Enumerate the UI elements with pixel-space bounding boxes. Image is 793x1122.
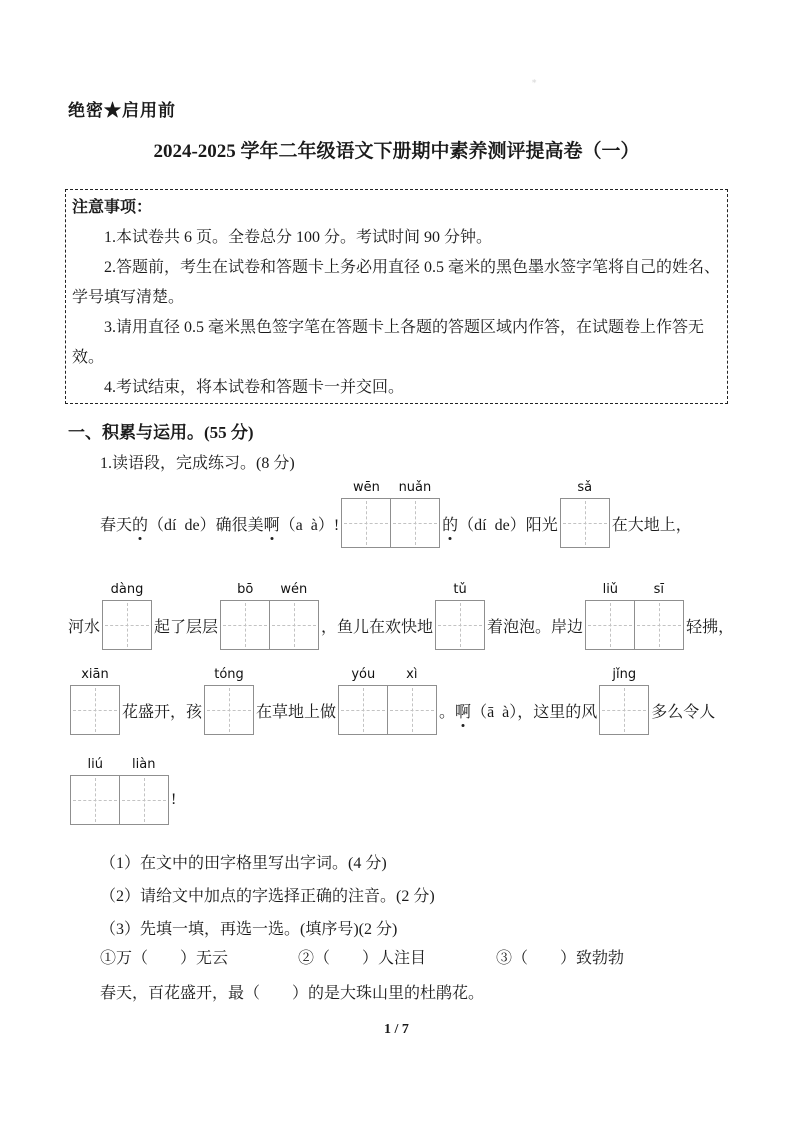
text-segment: 轻拂， (686, 618, 735, 636)
options-row (100, 945, 690, 968)
pinyin-label: jǐng (612, 667, 637, 682)
tianzige-cell[interactable] (103, 601, 151, 649)
tianzige-group (338, 667, 437, 735)
tianzige-group (220, 582, 319, 650)
text-segment: 着泡泡。岸边 (487, 618, 584, 636)
option-item-1: ①万（ ）无云 (100, 950, 229, 967)
tianzige-group (599, 667, 649, 735)
subquestion-3: （3）先填一填，再选一选。(填序号)(2 分) (100, 921, 398, 938)
text-segment: 在大地上， (611, 516, 692, 534)
text-segment: 花盛开，孩 (122, 703, 203, 721)
tianzige-cell[interactable] (390, 499, 439, 547)
tianzige-group (102, 582, 152, 650)
tianzige-group (341, 480, 440, 548)
text-segment: （dí de）阳光 (458, 516, 558, 534)
pinyin-label: yóu xì (351, 667, 418, 682)
text-segment: （ā à），这里的风 (471, 703, 598, 721)
notice-box (65, 189, 728, 404)
tianzige-cell[interactable] (269, 601, 318, 649)
tianzige-cell[interactable] (119, 776, 168, 824)
passage (68, 478, 736, 825)
pinyin-label: sǎ (577, 480, 593, 495)
dotted-char: 啊 (455, 699, 471, 722)
passage-row (68, 667, 736, 735)
text-segment: （dí de）确很美 (148, 516, 264, 534)
passage-row (68, 757, 736, 825)
dotted-char: 的 (442, 512, 458, 535)
tianzige-cell[interactable] (71, 686, 119, 734)
pinyin-label: tóng (214, 667, 244, 682)
passage-row (68, 582, 736, 650)
option-item-2: ②（ ）人注目 (298, 950, 427, 967)
tianzige-cell[interactable] (342, 499, 390, 547)
text-segment: （a à）! (279, 516, 340, 534)
pinyin-label: tǔ (453, 582, 467, 597)
tianzige-cell[interactable] (561, 499, 609, 547)
tianzige-cell[interactable] (387, 686, 436, 734)
question-1-label: 1.读语段，完成练习。(8 分) (100, 455, 295, 472)
pinyin-label: dàng (110, 582, 144, 597)
text-segment: ，鱼儿在欢快地 (321, 618, 434, 636)
dotted-char: 的 (132, 512, 148, 535)
pinyin-label: wēn nuǎn (352, 480, 432, 495)
tianzige-cell[interactable] (436, 601, 484, 649)
text-segment: 河水 (68, 618, 101, 636)
text-segment: 起了层层 (154, 618, 219, 636)
tianzige-cell[interactable] (71, 776, 119, 824)
tianzige-cell[interactable] (634, 601, 683, 649)
tianzige-group (560, 480, 610, 548)
tianzige-group (204, 667, 254, 735)
security-label: 绝密★启用前 (68, 101, 176, 120)
tianzige-cell[interactable] (600, 686, 648, 734)
fill-sentence: 春天，百花盛开，最（ ）的是大珠山里的杜鹃花。 (100, 985, 485, 1002)
section-heading: 一、积累与运用。(55 分) (68, 423, 254, 442)
subquestion-1: （1）在文中的田字格里写出字词。(4 分) (100, 855, 387, 872)
tianzige-group (435, 582, 485, 650)
text-segment: 多么令人 (651, 703, 716, 721)
tianzige-group (70, 667, 120, 735)
subquestion-2: （2）请给文中加点的字选择正确的注音。(2 分) (100, 888, 435, 905)
notice-item: 3.请用直径 0.5 毫米黑色签字笔在答题卡上各题的答题区域内作答，在试题卷上作答无效。 (72, 319, 705, 366)
page-footer: 1 / 7 (384, 1022, 409, 1037)
notice-item: 4.考试结束，将本试卷和答题卡一并交回。 (104, 379, 405, 396)
pinyin-label: xiān (81, 667, 109, 682)
notice-item: 1.本试卷共 6 页。全卷总分 100 分。考试时间 90 分钟。 (104, 229, 493, 246)
pinyin-label: liǔ sī (602, 582, 664, 597)
subquestions (100, 847, 435, 946)
text-segment: 春天 (100, 516, 133, 534)
text-segment: ! (171, 791, 177, 808)
passage-row (68, 480, 736, 548)
text-segment: 在草地上做 (256, 703, 337, 721)
option-item-3: ③（ ）致勃勃 (496, 950, 625, 967)
tianzige-cell[interactable] (586, 601, 634, 649)
tianzige-group (70, 757, 169, 825)
notice-heading: 注意事项： (72, 199, 153, 216)
tianzige-cell[interactable] (205, 686, 253, 734)
dotted-char: 啊 (264, 512, 280, 535)
faint-mark: ∗ (531, 76, 538, 86)
notice-item: 2.答题前，考生在试卷和答题卡上务必用直径 0.5 毫米的黑色墨水签字笔将自己的姓名、学号填写清楚。 (72, 259, 721, 306)
pinyin-label: liú liàn (87, 757, 156, 772)
tianzige-group (585, 582, 684, 650)
tianzige-cell[interactable] (339, 686, 387, 734)
text-segment: 。 (439, 703, 456, 721)
pinyin-label: bō wén (237, 582, 308, 597)
tianzige-cell[interactable] (221, 601, 269, 649)
exam-title: 2024-2025 学年二年级语文下册期中素养测评提高卷（一） (153, 141, 640, 162)
